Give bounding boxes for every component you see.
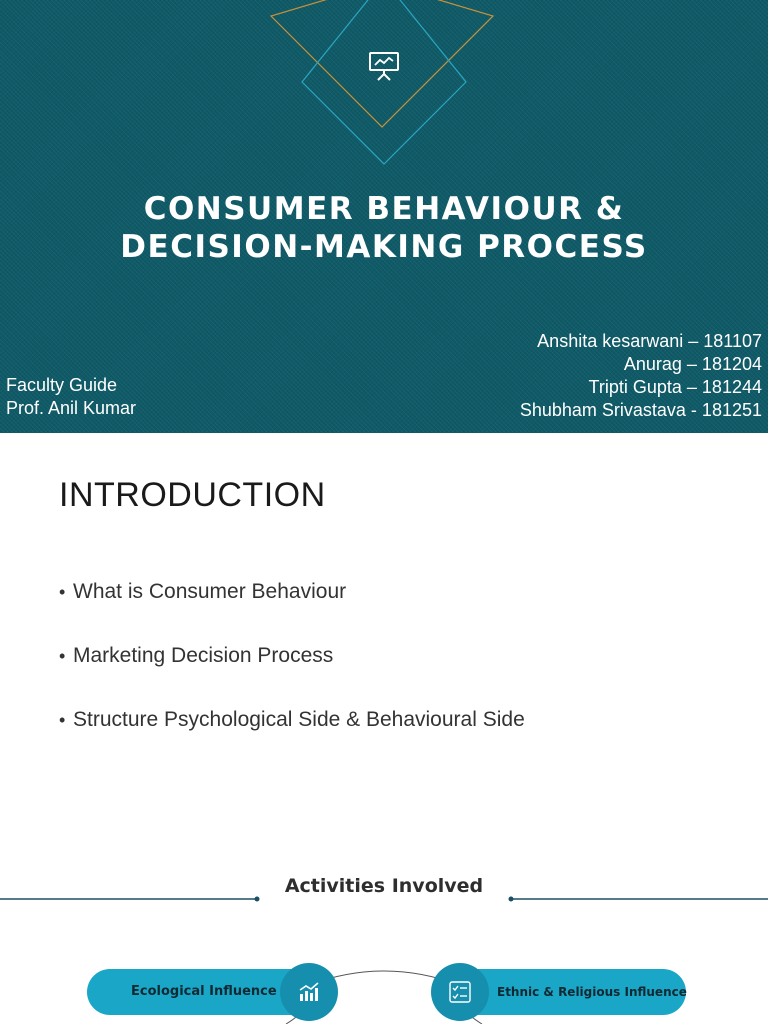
team-members-list: [520, 330, 762, 422]
checklist-icon: [448, 980, 472, 1004]
bullet-text: Marketing Decision Process: [73, 644, 334, 667]
bullet-item: [59, 707, 525, 771]
team-member: Anurag – 181204: [623, 354, 762, 374]
ethnic-religious-influence-circle: [431, 963, 489, 1021]
ecological-influence-circle: [280, 963, 338, 1021]
title-slide: [0, 0, 768, 433]
title-line-1: CONSUMER BEHAVIOUR &: [143, 191, 625, 227]
bullet-dot-icon: •: [59, 646, 66, 666]
faculty-guide-block: [6, 374, 136, 420]
bar-chart-icon: [297, 980, 321, 1004]
title-line-2: DECISION-MAKING PROCESS: [120, 229, 648, 265]
team-member: Anshita kesarwani – 181107: [537, 331, 762, 351]
bullet-list: [59, 579, 525, 771]
pill-label: Ethnic & Religious Influence: [497, 985, 687, 999]
bullet-item: [59, 579, 525, 643]
faculty-guide-name: Prof. Anil Kumar: [6, 398, 137, 418]
presentation-title: [0, 190, 768, 266]
bullet-item: [59, 643, 525, 707]
introduction-slide: [0, 433, 768, 853]
activities-title: Activities Involved: [284, 875, 484, 897]
activities-slide: [0, 853, 768, 1024]
bullet-text: What is Consumer Behaviour: [73, 580, 347, 603]
presentation-chart-icon: [368, 50, 400, 82]
bullet-text: Structure Psychological Side & Behavioural Side: [73, 708, 525, 731]
team-member: Shubham Srivastava - 181251: [519, 400, 762, 420]
introduction-heading: INTRODUCTION: [59, 476, 326, 514]
bullet-dot-icon: •: [59, 582, 66, 602]
bullet-dot-icon: •: [59, 710, 66, 730]
pill-label: Ecological Influence: [131, 984, 277, 999]
team-member: Tripti Gupta – 181244: [588, 377, 762, 397]
faculty-guide-label: Faculty Guide: [6, 375, 118, 395]
